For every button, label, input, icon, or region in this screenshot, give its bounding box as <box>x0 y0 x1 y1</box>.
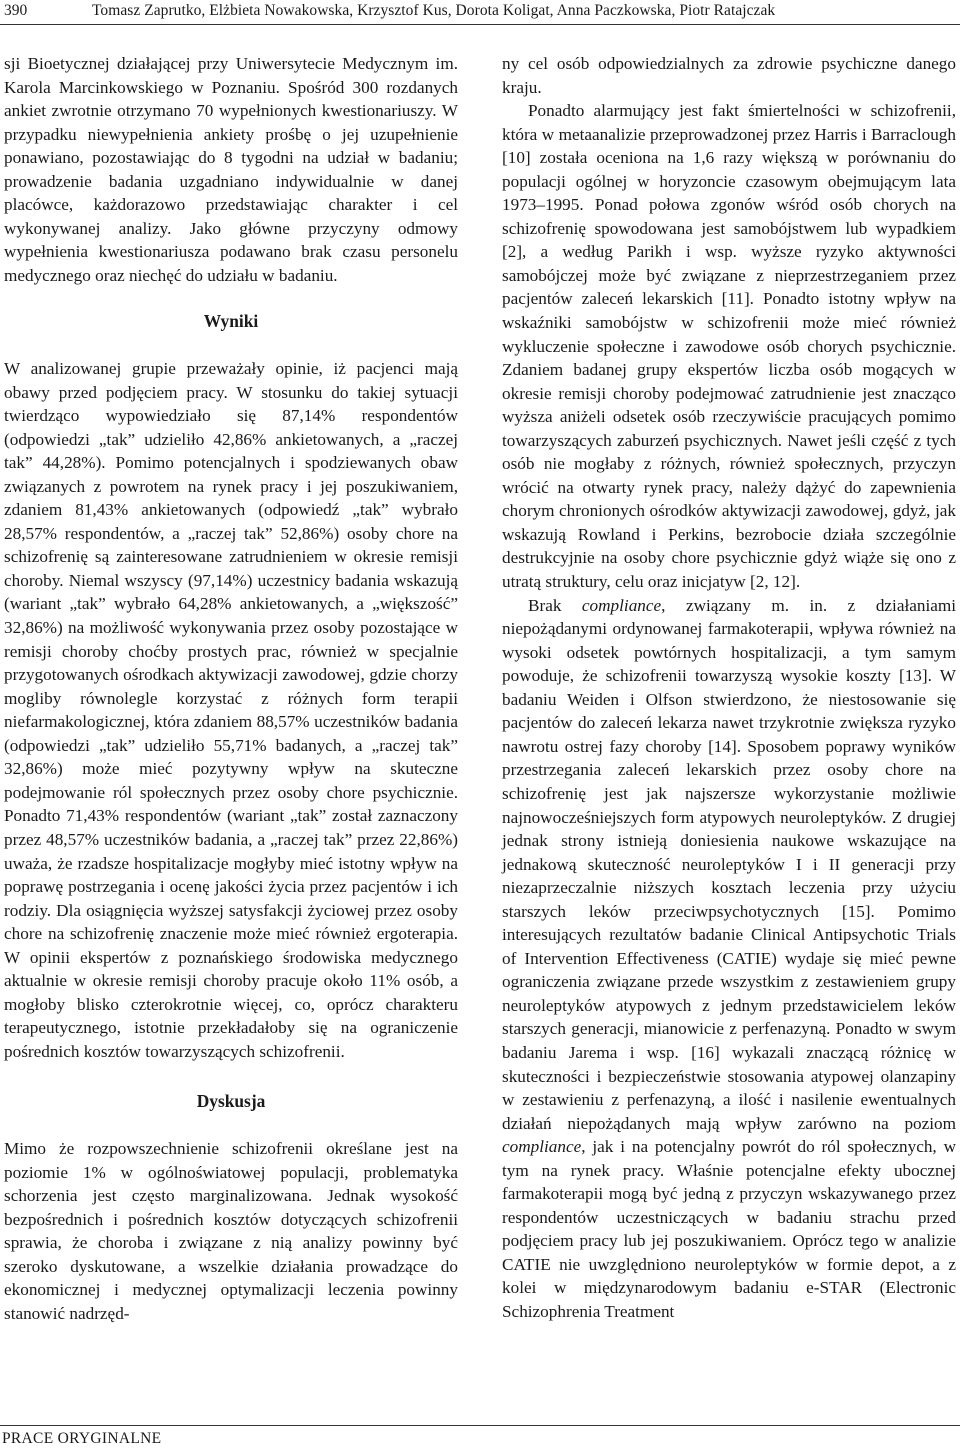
header-rule <box>0 24 960 25</box>
section-heading-wyniki: Wyniki <box>203 311 259 332</box>
methods-continuation-paragraph: sji Bioetycznej działającej przy Uniwersytecie Medycznym im. Karola Marcinkowskiego w Poznaniu. Spośród 300 rozdanych ankiet zwrotnie otrzymano 70 wypełnionych kwestionariuszy. W przypadku niewypełnienia ankiety prośbę o jej uzupełnienie ponawiano, pozostawiając do 8 tygodni na udział w badaniu; prowadzenie badania uzgadniano indywidualnie w danej placówce, każdorazowo przedstawiając charakter i cel wykonywanej analizy. Jako główne przyczyny odmowy wypełnienia kwestionariusza podawano brak czasu personelu medycznego oraz niechęć do udziału w badaniu. <box>4 54 458 285</box>
running-head <box>0 0 960 22</box>
results-paragraph: W analizowanej grupie przeważały opinie, iż pacjenci mają obawy przed podjęciem pracy. W stosunku do takiej sytuacji twierdząco wypowiedziało się 87,14% respondentów (odpowiedzi „tak” udzieliło 42,86% ankietowanych, a „raczej tak” 44,28%). Pomimo potencjalnych i spodziewanych obaw związanych z powrotem na rynek pracy i jej poszukiwaniem, zdaniem 81,43% ankietowanych (odpowiedź „tak” wybrało 28,57% respondentów, a „raczej tak” 52,86%) osoby chore na schizofrenię są zainteresowane zatrudnieniem w okresie remisji choroby. Niemal wszyscy (97,14%) uczestnicy badania wskazują (wariant „tak” wybrało 64,28% ankietowanych, a „większość” 32,86%) na możliwość wykonywania przez osoby pozostające w remisji choroby choćby prostych prac, również w specjalnie przygotowanych ośrodkach aktywizacji zawodowej, gdzie chorzy mogliby równolegle korzystać z różnych form terapii niefarmakologicznej, która zdaniem 88,57% uczestników badania (odpowiedzi „tak” udzieliło 55,71% badanych, a „raczej tak” 32,86%) może mieć pozytywny wpływ na skuteczne podejmowanie ról społecznych przez osoby chore psychicznie. Ponadto 71,43% respondentów (wariant „tak” został zaznaczony przez 48,57% uczestników badania, a „raczej tak” przez 22,86%) uważa, że rzadsze hospitalizacje mogłyby mieć istotny wpływ na poprawę postrzegania i ocenę jakości życia przez pacjentów i ich rodziy. Dla osiągnięcia wyższej satysfakcji życiowej przez osoby chore na schizofrenię znaczenie może mieć również ergoterapia. W opinii ekspertów z poznańskiego środowiska medycznego aktualnie w okresie remisji choroby pracuje około 11% osób, a mogłoby blisko czterokrotnie więcej, co, oprócz charakteru terapeutycznego, istotnie przekładałoby się na ograniczenie pośrednich kosztów towarzyszących schizofrenii. <box>4 359 458 1061</box>
section-spacer <box>4 1114 458 1137</box>
compliance-term: compliance <box>581 595 662 615</box>
compliance-text-start: Brak <box>528 595 582 615</box>
section-spacer <box>4 1063 458 1090</box>
discussion-paragraph: Mimo że rozpowszechnienie schizofrenii określane jest na poziomie 1% w ogólnoświatowej populacji, problematyka schorzenia jest często marginalizowana. Jednak wysokość bezpośrednich i pośrednich kosztów dotyczących schizofrenii sprawia, że choroba i związane z nią analizy powinny być szeroko dyskutowane, a wszelkie działania prowadzące do ekonomicznej i medycznej optymalizacji leczenia powinny stanowić nadrzęd- <box>4 1138 458 1323</box>
section-label-footer: PRACE ORYGINALNE <box>2 1430 162 1447</box>
left-column <box>4 52 458 1325</box>
compliance-text-end: , jak i na potencjalny powrót do ról społecznych, w tym na rynek pracy. Właśnie potencjalne efekty ubocznej farmakoterapii mogą być jedną z przyczyn wskazywanego przez respondentów uczestniczących w badaniu strachu przed podjęciem pracy lub jej poszukiwaniem. Oprócz tego w analizie CATIE nie uwzględniono neuroleptyków w formie depot, a z kolei w międzynarodowym badaniu e-STAR (Electronic Schizophrenia Treatment <box>502 1137 956 1321</box>
mortality-paragraph: Ponadto alarmujący jest fakt śmiertelności w schizofrenii, która w metaanalizie przeprowadzonej przez Harris i Barraclough [10] została oceniona na 1,6 razy większą w porównaniu do populacji ogólnej w horyzoncie czasowym obejmującym lata 1973–1995. Ponad połowa zgonów wśród osób chorych na schizofrenię spowodowana jest samobójstwem lub wypadkiem [2], a według Parikh i wsp. wyższe ryzyko aktywności samobójczej może być związane z nieprzestrzeganiem przez pacjentów zaleceń lekarskich [11]. Ponadto istotny wpływ na wskaźniki samobójstw w schizofrenii może mieć również wykluczenie społeczne i zawodowe osób chorych psychicznie. Zdaniem badanej grupy ekspertów liczba osób mogących w okresie remisji choroby podejmować zatrudnienie jest znacząco wyższa aniżeli odsetek osób rzeczywiście pracujących pomimo towarzyszących zaburzeń psychicznych. Nawet jeśli część z tych osób nie mogłaby z różnych, również społecznych, przyczyn wrócić na otwarty rynek pracy, należy dążyć do zapewnienia chorym chronionych ośrodków aktywizacji zawodowej, gdyż, jak wskazują Rowland i Perkins, bezrobocie działa szczególnie destrukcyjnie na osoby chore psychicznie gdyż wiąże się ono z utratą struktury, celu oraz inicjatyw [2, 12]. <box>502 101 956 592</box>
section-spacer <box>4 334 458 357</box>
compliance-term: compliance <box>502 1137 582 1157</box>
discussion-continuation-paragraph: ny cel osób odpowiedzialnych za zdrowie psychiczne danego kraju. <box>502 54 956 97</box>
author-list: Tomasz Zaprutko, Elżbieta Nowakowska, Krzysztof Kus, Dorota Koligat, Anna Paczkowska, Piotr Ratajczak <box>92 2 776 19</box>
compliance-paragraph <box>502 594 956 1324</box>
page-number: 390 <box>4 2 28 19</box>
right-column <box>502 52 956 1324</box>
section-spacer <box>4 287 458 310</box>
compliance-text-middle: , związany m. in. z działaniami niepożądanymi ordynowanej farmakoterapii, wpływa również na wysoki odsetek powtórnych hospitalizacji, a tym samym powoduje, że schizofrenii towarzyszą wysokie koszty [13]. W badaniu Weiden i Olfson stwierdzono, że niestosowanie się pacjentów do zaleceń lekarza nawet trzykrotnie zwiększa ryzyko nawrotu ostrej fazy choroby [14]. Sposobem poprawy wyników przestrzegania zaleceń lekarskich przez osoby chore na schizofrenię jest jak najszersze wykorzystanie możliwie najnowocześniejszych form atypowych neuroleptyków. Z drugiej jednak strony istnieją doniesienia naukowe wskazujące na jednakową skuteczność neuroleptyków I i II generacji przy niezaprzeczalnie niższych kosztach leczenia przy użyciu starszych leków przeciwpsychotycznych [15]. Pomimo interesujących rezultatów badanie Clinical Antipsychotic Trials of Intervention Effectiveness (CATIE) wydaje się mieć pewne ograniczenia związane przede wszystkim z zestawieniem grupy neuroleptyków atypowych z jednym przedstawicielem leków starszych generacji, mianowicie z perfenazyną. Ponadto w swym badaniu Jarema i wsp. [16] wykazali znaczącą różnicę w skuteczności i bezpieczeństwie stosowania atypowej olanzapiny w zestawieniu z perfenazyną, a ilość i nasilenie ewentualnych działań niepożądanych mają wpływ zarówno na poziom <box>502 595 956 1133</box>
section-heading-dyskusja: Dyskusja <box>196 1091 266 1112</box>
footer-rule <box>0 1425 960 1426</box>
